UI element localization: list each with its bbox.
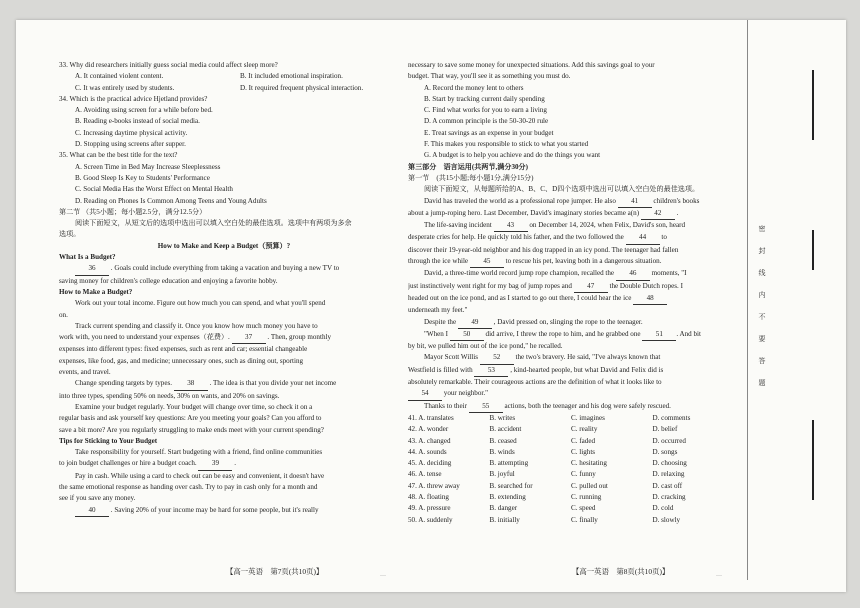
page-8	[408, 60, 734, 526]
cloze-passage	[408, 196, 734, 413]
choice-option: D. choosing	[652, 459, 687, 468]
cloze-choices	[408, 413, 734, 526]
choice-option: B. accident	[489, 425, 522, 434]
paragraph-1	[59, 263, 389, 287]
answer-blank: 46	[616, 268, 650, 280]
answer-blank: 40	[75, 505, 109, 517]
paragraph-line: to join budget challenges or hire a budget coach. 39 .	[59, 458, 389, 470]
cloze-line: "When I 50 did arrive, I threw the rope to him, and he grabbed one 51 . And bit	[408, 329, 734, 341]
binding-char: 要	[758, 335, 766, 342]
paragraph-line: expenses, like food, gas, and medicine; unnecessary ones, such as dining out, sporting	[59, 356, 304, 365]
option-d: D. It required frequent physical interaction.	[240, 83, 364, 92]
paragraph-3	[59, 321, 389, 378]
binding-char: 线	[758, 269, 766, 276]
cloze-line: Despite the 49 , David pressed on, slinging the rope to the teenager.	[408, 317, 734, 329]
choice-row	[408, 447, 734, 458]
choice-option: 41. A. translates	[408, 413, 454, 422]
binding-char: 封	[758, 247, 766, 254]
cloze-line: Westfield is filled with 53 , kind-hearted people, but what David and Felix did is	[408, 365, 734, 377]
section-2-instructions: 阅读下面短文，从短文后的选项中选出可以填入空白处的最佳选项。选项中有两项为多余	[75, 219, 352, 228]
option-a: A. Avoiding using screen for a while before bed.	[75, 106, 213, 115]
scan-mark	[812, 420, 814, 500]
cloze-line: David, a three-time world record jump rope champion, recalled the 46 moments, "I	[408, 268, 734, 280]
cloze-line: headed out on the ice pond, and as I started to go out there, I could hear the ice 48	[408, 293, 734, 305]
cloze-line: 54 your neighbor."	[408, 388, 734, 400]
option-b: B. Reading e-books instead of social media.	[75, 117, 200, 126]
choice-row	[408, 469, 734, 480]
choice-row	[408, 515, 734, 526]
paragraph-7-line: Pay in cash. While using a card to check out can be easy and convenient, it doesn't have	[75, 471, 325, 480]
cloze-line: David has traveled the world as a professional rope jumper. He also 41 children's books	[408, 196, 734, 208]
answer-blank: 39	[198, 458, 232, 470]
option-a: A. Screen Time in Bed May Increase Sleeplessness	[75, 162, 221, 171]
binding-char: 题	[758, 379, 766, 386]
option-b: B. It included emotional inspiration.	[240, 72, 343, 81]
cloze-line: underneath my feet."	[408, 306, 468, 315]
answer-blank: 48	[633, 293, 667, 305]
scan-mark	[812, 230, 814, 270]
exam-sheet	[16, 20, 846, 592]
option-c: C. Social Media Has the Worst Effect on Mental Health	[75, 185, 233, 194]
choice-option: B. danger	[489, 504, 518, 513]
choice-option: C. running	[571, 492, 602, 501]
cloze-line: through the ice while 45 to rescue his pet, leaving both in a dangerous situation.	[408, 256, 734, 268]
choice-option: 43. A. changed	[408, 436, 451, 445]
answer-blank: 51	[642, 329, 676, 341]
question-35-stem: 35. What can be the best title for the text?	[59, 151, 178, 160]
paragraph-8-cont: necessary to save some money for unexpected situations. Add this savings goal to your	[408, 61, 655, 69]
section-2-heading: 第二节 （共5小题；每小题2.5分，满分12.5分）	[59, 207, 207, 216]
choice-option: 46. A. tense	[408, 470, 442, 479]
paragraph-line: Change spending targets by types. 38 . The idea is that you divide your net income	[59, 378, 389, 390]
choice-option: C. imagines	[571, 413, 605, 422]
choice-option: D. songs	[652, 447, 678, 456]
choice-option: B. joyful	[489, 470, 515, 479]
scan-mark	[812, 70, 814, 140]
choice-option: 44. A. sounds	[408, 447, 447, 456]
choice-row	[408, 436, 734, 447]
cloze-line: about a jump-roping hero. Last December, David's imaginary stories became a(n) 42 .	[408, 208, 734, 220]
answer-blank: 45	[470, 256, 504, 268]
choice-option: B. writes	[489, 413, 516, 422]
option-item: G. A budget is to help you achieve and do the things you want	[424, 151, 601, 160]
cloze-line: desperate cries for help. He quickly told his father, and the two followed the 44 to	[408, 232, 734, 244]
choice-option: B. initially	[489, 515, 520, 524]
cloze-line: The life-saving incident 43 on December 14, 2024, when Felix, David's son, heard	[408, 220, 734, 232]
choice-option: 47. A. threw away	[408, 481, 460, 490]
choice-option: B. extending	[489, 492, 526, 501]
choice-option: 49. A. pressure	[408, 504, 451, 513]
option-item: B. Start by tracking current daily spending	[424, 94, 545, 103]
subheading-tips: Tips for Sticking to Your Budget	[59, 436, 158, 445]
option-item: F. This makes you responsible to stick to what you started	[424, 140, 589, 149]
answer-blank: 50	[450, 329, 484, 341]
cloze-line: discover their 19-year-old neighbor and his dog trapped in an icy pond. The teenager had fallen	[408, 245, 679, 254]
choice-option: D. belief	[652, 425, 678, 434]
option-item: A. Record the money lent to others	[424, 83, 524, 92]
paragraph-5-line: Examine your budget regularly. Your budget will change over time, so check it on a	[75, 402, 313, 411]
binding-char: 密	[758, 225, 766, 232]
choice-option: D. slowly	[652, 515, 681, 524]
paragraph-line: 40 . Saving 20% of your income may be hard for some people, but it's really	[59, 505, 389, 517]
choice-option: C. reality	[571, 425, 598, 434]
answer-blank: 47	[574, 281, 608, 293]
choice-option: C. speed	[571, 504, 596, 513]
cloze-line: Thanks to their 55 actions, both the teenager and his dog were safely rescued.	[408, 401, 734, 413]
option-b: B. Good Sleep Is Key to Students' Performance	[75, 173, 210, 182]
page-corner-mark: …	[380, 571, 386, 578]
choice-row	[408, 481, 734, 492]
paragraph-4	[59, 378, 389, 402]
cloze-line: Mayor Scott Willis 52 the two's bravery. He said, "I've always known that	[408, 352, 734, 364]
choice-option: 48. A. floating	[408, 492, 449, 501]
subheading-what-is-budget: What Is a Budget?	[59, 253, 116, 262]
paragraph-line: into three types, spending 50% on needs, 30% on wants, and 20% on savings.	[59, 391, 280, 400]
choice-option: D. cold	[652, 504, 674, 513]
choice-row	[408, 503, 734, 514]
paragraph-line: Track current spending and classify it. Once you know how much money you have to	[75, 321, 318, 330]
answer-blank: 43	[494, 220, 528, 232]
choice-option: B. winds	[489, 447, 515, 456]
question-33-stem: 33. Why did researchers initially guess social media could affect sleep more?	[59, 61, 278, 69]
page-8-footer: 【高一英语 第8页(共10页)】	[572, 567, 670, 576]
choice-row	[408, 492, 734, 503]
cloze-line: by bit, we pulled him out of the ice pond," he recalled.	[408, 342, 563, 351]
choice-option: D. cast off	[652, 481, 683, 490]
choice-option: C. hesitating	[571, 459, 607, 468]
choice-row	[408, 424, 734, 435]
answer-blank: 41	[618, 196, 652, 208]
binding-char: 答	[758, 357, 766, 364]
paragraph-line: events, and travel.	[59, 368, 111, 377]
question-33-options-row1	[59, 71, 389, 82]
passage-options	[408, 83, 734, 162]
binding-char: 内	[758, 291, 766, 298]
choice-option: D. comments	[652, 413, 691, 422]
option-d: D. Reading on Phones Is Common Among Teens and Young Adults	[75, 196, 267, 205]
answer-blank: 38	[174, 378, 208, 390]
choice-option: C. faded	[571, 436, 596, 445]
part-3-heading: 第三部分 语言运用(共两节,满分30分)	[408, 162, 528, 171]
answer-blank: 36	[75, 263, 109, 275]
question-34-stem: 34. Which is the practical advice Hjetland provides?	[59, 94, 208, 103]
paragraph-8-cont: budget. That way, you'll see it as something you must do.	[408, 72, 571, 81]
page-7	[59, 60, 389, 517]
option-c: C. Increasing daytime physical activity.	[75, 128, 188, 137]
question-33-options-row2	[59, 83, 389, 94]
answer-blank: 44	[626, 232, 660, 244]
paragraph-line: work with, you need to understand your expenses（花费）. 37 . Then, group monthly	[59, 332, 389, 344]
option-item: D. A common principle is the 50-30-20 rule	[424, 117, 549, 126]
answer-blank: 53	[474, 365, 508, 377]
binding-margin	[747, 20, 774, 580]
paragraph-5-line: save a bit more? Are you regularly struggling to make ends meet with your current spending?	[59, 425, 324, 434]
paragraph-8	[59, 505, 389, 517]
answer-blank: 55	[469, 401, 503, 413]
option-item: E. Treat savings as an expense in your budget	[424, 128, 554, 137]
choice-row	[408, 458, 734, 469]
subheading-how-to-make: How to Make a Budget?	[59, 287, 133, 296]
cloze-line: just instinctively went right for my bag of jump ropes and 47 the Double Dutch ropes. I	[408, 281, 734, 293]
choice-option: C. funny	[571, 470, 596, 479]
answer-blank: 49	[458, 317, 492, 329]
page-7-footer: 【高一英语 第7页(共10页)】	[226, 567, 324, 576]
paragraph-7-line: see if you save any money.	[59, 494, 136, 503]
option-c: C. It was entirely used by students.	[75, 83, 175, 92]
choice-option: B. ceased	[489, 436, 517, 445]
choice-option: 42. A. wonder	[408, 425, 449, 434]
choice-option: C. pulled out	[571, 481, 608, 490]
choice-option: C. lights	[571, 447, 596, 456]
answer-blank: 52	[480, 352, 514, 364]
section-1-heading: 第一节 (共15小题;每小题1分,满分15分)	[408, 173, 534, 182]
paragraph-line: saving money for children's college education and enjoying a favorite hobby.	[59, 276, 278, 285]
answer-blank: 54	[408, 388, 442, 400]
page-corner-mark: …	[716, 571, 722, 578]
paragraph-7-line: the same emotional response as handing over cash. Try to pay in cash only for a month and	[59, 482, 318, 491]
paragraph-2-line: on.	[59, 310, 68, 319]
choice-option: 50. A. suddenly	[408, 515, 453, 524]
paragraph-line: 36 . Goals could include everything from taking a vacation and buying a new TV to	[59, 263, 389, 275]
cloze-line: absolutely remarkable. Their courageous actions are the definition of what it looks like to	[408, 378, 662, 387]
paragraph-6	[59, 447, 389, 471]
option-d: D. Stopping using screens after supper.	[75, 140, 186, 149]
section-2-instructions-cont: 选项。	[59, 230, 81, 239]
paragraph-2-line: Work out your total income. Figure out how much you can spend, and what you'll spend	[75, 299, 326, 308]
choice-option: D. occurred	[652, 436, 686, 445]
answer-blank: 42	[641, 208, 675, 220]
choice-option: B. attempting	[489, 459, 529, 468]
binding-char: 不	[758, 313, 766, 320]
paragraph-line: Take responsibility for yourself. Start budgeting with a friend, find online communities	[75, 448, 323, 457]
choice-option: 45. A. deciding	[408, 459, 452, 468]
paragraph-5-line: regular basis and ask yourself key questions: Are you meeting your goals? Can you afford to	[59, 414, 322, 423]
option-item: C. Find what works for you to earn a living	[424, 106, 547, 115]
choice-option: C. finally	[571, 515, 598, 524]
choice-row	[408, 413, 734, 424]
answer-blank: 37	[232, 332, 266, 344]
choice-option: D. cracking	[652, 492, 686, 501]
section-1-instructions: 阅读下面短文，从每题所给的A、B、C、D四个选项中选出可以填入空白处的最佳选项。	[424, 185, 700, 194]
choice-option: B. searched for	[489, 481, 533, 490]
paragraph-line: expenses into different types: fixed expenses, such as rent and car; essential changeable	[59, 345, 308, 354]
option-a: A. It contained violent content.	[75, 72, 164, 81]
passage-title: How to Make and Keep a Budget（预算）?	[157, 241, 291, 250]
choice-option: D. relaxing	[652, 470, 685, 479]
